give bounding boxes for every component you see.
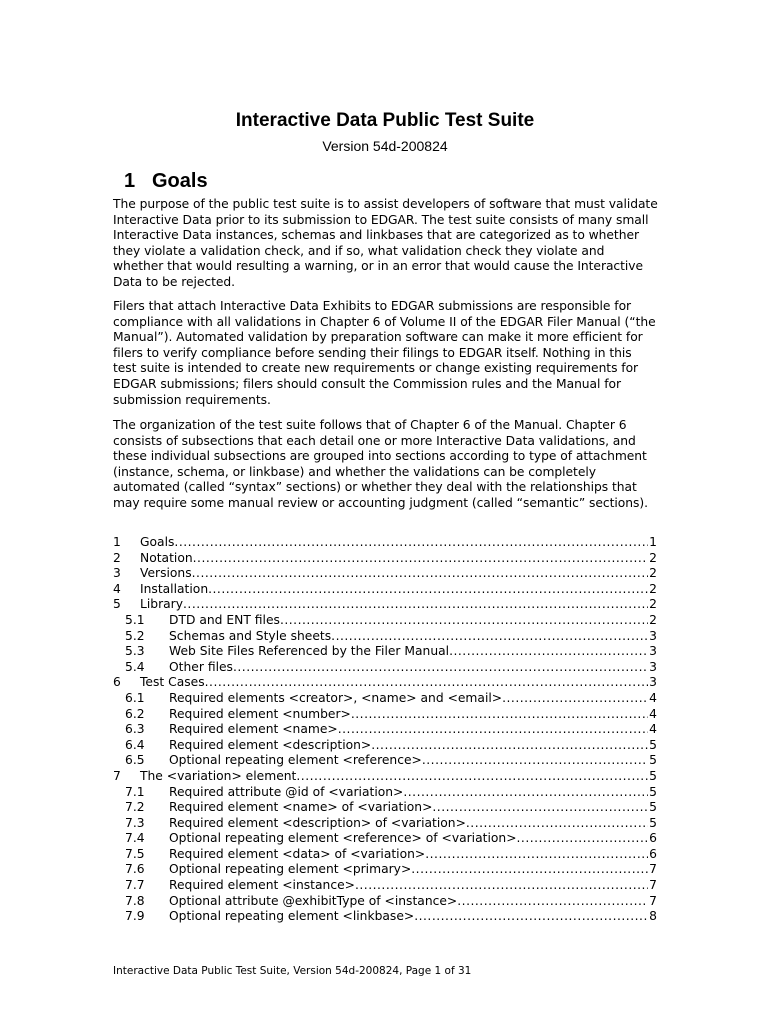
toc-entry[interactable]	[113, 753, 657, 769]
toc-entry-title: Schemas and Style sheets	[169, 628, 332, 643]
toc-entry[interactable]	[113, 644, 657, 660]
toc-entry-page: 2	[649, 581, 657, 596]
toc-dot-leader	[192, 566, 649, 582]
toc-dot-leader	[432, 800, 648, 816]
toc-dot-leader	[502, 691, 648, 707]
toc-entry-title: Required element <name> of <variation>	[169, 800, 433, 815]
toc-entry-title: Other files	[169, 659, 233, 674]
toc-entry-page: 4	[649, 706, 657, 721]
toc-entry-page: 5	[649, 737, 657, 752]
toc-entry-title: Required element <number>	[169, 706, 351, 721]
toc-dot-leader	[425, 847, 648, 863]
toc-entry[interactable]	[113, 894, 657, 910]
toc-dot-leader	[351, 707, 648, 723]
toc-entry-title: Library	[140, 597, 183, 612]
toc-dot-leader	[174, 535, 648, 551]
toc-entry-title: Optional attribute @exhibitType of <instance>	[169, 893, 458, 908]
toc-entry[interactable]	[113, 629, 657, 645]
section-title: Goals	[152, 170, 208, 192]
table-of-contents	[113, 535, 657, 925]
toc-entry-title: Required element <description> of <variation>	[169, 815, 466, 830]
toc-entry[interactable]	[113, 582, 657, 598]
toc-entry-number: 3	[113, 566, 121, 581]
toc-entry-title: The <variation> element	[140, 768, 297, 783]
toc-entry[interactable]	[113, 691, 657, 707]
toc-entry-page: 6	[649, 846, 657, 861]
toc-entry-number: 5.4	[125, 659, 145, 674]
toc-dot-leader	[411, 862, 648, 878]
paragraph-organization: The organization of the test suite follows that of Chapter 6 of the Manual. Chapter 6 consists of subsections that each detail one or more Interactive Data validations, and these individual subsections are grouped into sections according to type of attachment (instance, schema, or linkbase) and whether the validations can be completely automated (called “syntax” sections) or whether they deal with the relationships that may require some manual review or accounting judgment (called “semantic” sections).	[113, 418, 648, 510]
toc-entry[interactable]	[113, 660, 657, 676]
toc-entry[interactable]	[113, 613, 657, 629]
toc-dot-leader	[208, 582, 648, 598]
toc-dot-leader	[233, 660, 648, 676]
toc-dot-leader	[338, 722, 648, 738]
toc-entry[interactable]	[113, 722, 657, 738]
toc-entry[interactable]	[113, 847, 657, 863]
toc-entry-number: 6.4	[125, 737, 145, 752]
toc-dot-leader	[414, 909, 648, 925]
toc-entry[interactable]	[113, 675, 657, 691]
toc-entry-number: 7.3	[125, 815, 145, 830]
toc-entry[interactable]	[113, 707, 657, 723]
toc-entry-page: 4	[649, 722, 657, 737]
document-version: Version 54d-200824	[322, 138, 448, 154]
toc-dot-leader	[355, 878, 648, 894]
toc-entry[interactable]	[113, 535, 657, 551]
toc-entry-page: 3	[649, 675, 657, 690]
toc-entry-title: Notation	[140, 550, 193, 565]
toc-entry-page: 5	[649, 768, 657, 783]
toc-entry[interactable]	[113, 769, 657, 785]
toc-entry[interactable]	[113, 831, 657, 847]
toc-entry-page: 3	[649, 644, 657, 659]
toc-entry-number: 2	[113, 550, 121, 565]
toc-entry[interactable]	[113, 800, 657, 816]
toc-entry-title: Goals	[140, 535, 175, 549]
toc-entry-page: 5	[649, 815, 657, 830]
toc-entry-number: 7.7	[125, 878, 145, 893]
toc-entry-page: 7	[649, 878, 657, 893]
toc-entry-number: 4	[113, 581, 121, 596]
toc-dot-leader	[193, 551, 649, 567]
toc-dot-leader	[422, 753, 648, 769]
toc-entry-page: 2	[649, 550, 657, 565]
toc-entry-page: 5	[649, 800, 657, 815]
toc-entry-page: 5	[649, 753, 657, 768]
toc-entry-page: 3	[649, 659, 657, 674]
toc-entry[interactable]	[113, 551, 657, 567]
toc-entry[interactable]	[113, 878, 657, 894]
toc-dot-leader	[280, 613, 648, 629]
toc-entry-title: Required element <description>	[169, 737, 372, 752]
toc-entry-title: Optional repeating element <primary>	[169, 862, 412, 877]
toc-entry-page: 2	[649, 597, 657, 612]
toc-entry-number: 7.2	[125, 800, 145, 815]
toc-entry-page: 6	[649, 831, 657, 846]
toc-entry-title: Web Site Files Referenced by the Filer Manual	[169, 644, 450, 659]
toc-dot-leader	[466, 816, 648, 832]
toc-entry-page: 2	[649, 612, 657, 627]
toc-entry[interactable]	[113, 566, 657, 582]
toc-entry-number: 6.1	[125, 690, 145, 705]
toc-entry-page: 3	[649, 628, 657, 643]
toc-entry[interactable]	[113, 785, 657, 801]
toc-entry-page: 5	[649, 784, 657, 799]
toc-entry[interactable]	[113, 909, 657, 925]
toc-entry-number: 7.4	[125, 831, 145, 846]
toc-dot-leader	[331, 629, 648, 645]
toc-entry-number: 5.3	[125, 644, 145, 659]
toc-entry-title: Installation	[140, 581, 209, 596]
toc-dot-leader	[371, 738, 648, 754]
toc-dot-leader	[457, 894, 648, 910]
toc-entry[interactable]	[113, 862, 657, 878]
toc-entry-number: 7.5	[125, 846, 145, 861]
toc-entry-number: 7.8	[125, 893, 145, 908]
toc-entry-page: 7	[649, 893, 657, 908]
toc-entry-title: Required attribute @id of <variation>	[169, 784, 404, 799]
section-number: 1	[124, 170, 136, 192]
toc-entry-title: Versions	[140, 566, 192, 581]
toc-entry-title: DTD and ENT files	[169, 612, 280, 627]
toc-entry-number: 6.2	[125, 706, 145, 721]
toc-entry-page: 4	[649, 690, 657, 705]
toc-entry-title: Required elements <creator>, <name> and <email>	[169, 690, 503, 705]
toc-entry-title: Required element <data> of <variation>	[169, 846, 426, 861]
toc-entry-page: 1	[649, 535, 657, 549]
section-heading-goals	[124, 170, 208, 193]
toc-entry-page: 2	[649, 566, 657, 581]
toc-entry[interactable]	[113, 738, 657, 754]
toc-entry-title: Test Cases	[140, 675, 205, 690]
toc-entry-number: 6	[113, 675, 121, 690]
toc-dot-leader	[296, 769, 648, 785]
toc-entry-number: 5.1	[125, 612, 145, 627]
page-footer: Interactive Data Public Test Suite, Version 54d-200824, Page 1 of 31	[113, 965, 472, 977]
toc-entry-number: 7.1	[125, 784, 145, 799]
toc-entry-title: Optional repeating element <reference> of <variation>	[169, 831, 517, 846]
toc-entry-number: 5.2	[125, 628, 145, 643]
toc-entry-page: 7	[649, 862, 657, 877]
toc-entry-number: 6.3	[125, 722, 145, 737]
toc-entry-number: 7.6	[125, 862, 145, 877]
toc-dot-leader	[183, 597, 648, 613]
toc-dot-leader	[403, 785, 648, 801]
toc-entry-title: Required element <instance>	[169, 878, 355, 893]
toc-entry-number: 1	[113, 535, 121, 549]
paragraph-purpose: The purpose of the public test suite is to assist developers of software that must validate Interactive Data prior to its submission to EDGAR. The test suite consists of many small Interactive Data instances, schemas and linkbases that are categorized as to whether they violate a validation check, and if so, what validation check they violate and whether that would resulting a warning, or in an error that would cause the Interactive Data to be rejected.	[113, 197, 658, 289]
toc-entry-number: 6.5	[125, 753, 145, 768]
paragraph-filers: Filers that attach Interactive Data Exhibits to EDGAR submissions are responsible for compliance with all validations in Chapter 6 of Volume II of the EDGAR Filer Manual (“the Manual”). Automated validation by preparation software can make it more efficient for filers to verify compliance before sending their filings to EDGAR itself. Nothing in this test suite is intended to create new requirements or change existing requirements for EDGAR submissions; filers should consult the Commission rules and the Manual for submission requirements.	[113, 299, 656, 407]
toc-entry-page: 8	[649, 909, 657, 924]
toc-dot-leader	[205, 675, 649, 691]
document-title: Interactive Data Public Test Suite	[235, 110, 535, 131]
toc-dot-leader	[449, 644, 648, 660]
toc-entry-title: Required element <name>	[169, 722, 338, 737]
toc-entry-number: 5	[113, 597, 121, 612]
toc-entry-title: Optional repeating element <reference>	[169, 753, 422, 768]
toc-dot-leader	[517, 831, 649, 847]
toc-entry[interactable]	[113, 816, 657, 832]
toc-entry-title: Optional repeating element <linkbase>	[169, 909, 415, 924]
toc-entry-number: 7	[113, 768, 121, 783]
toc-entry-number: 7.9	[125, 909, 145, 924]
toc-entry[interactable]	[113, 597, 657, 613]
